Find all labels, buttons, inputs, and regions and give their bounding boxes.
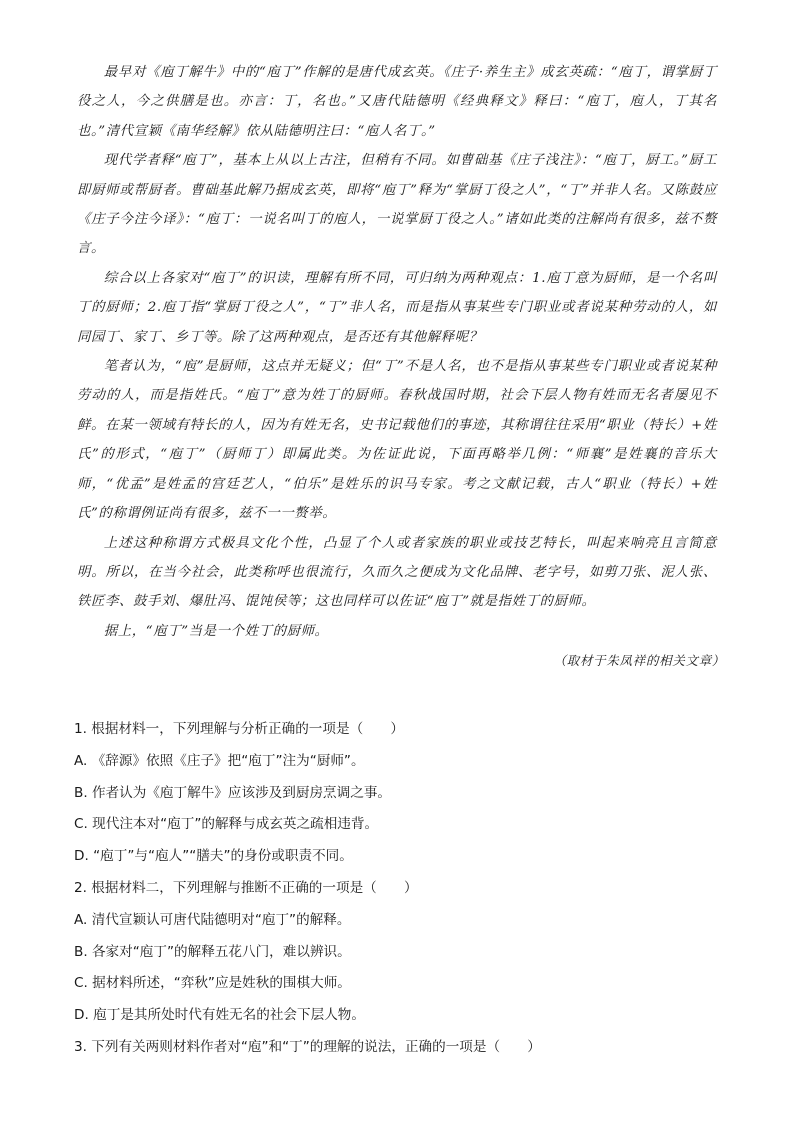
passage-paragraph-2: 现代学者释“庖丁”，基本上从以上古注，但稍有不同。如曹础基《庄子浅注》：“庖丁，厨工。”厨工即厨师或帮厨者。曹础基此解乃据成玄英，即将“庖丁”释为“掌厨丁役之人”，“丁”并非人名。又陈鼓应《庄子今注今译》：“庖丁：一说名叫丁的庖人，一说掌厨丁役之人。”诸如此类的注解尚有很多，兹不赘言。 [77, 153, 717, 257]
question-2 [74, 873, 734, 1032]
passage-paragraph-1: 最早对《庖丁解牛》中的“庖丁”作解的是唐代成玄英。《庄子·养生主》成玄英疏：“庖丁，谓掌厨丁役之人，今之供膳是也。亦言：丁，名也。”又唐代陆德明《经典释文》释曰：“庖丁，庖人，丁其名也。”清代宣颖《南华经解》依从陆德明注曰：“庖人名丁。” [77, 65, 717, 139]
question-3 [74, 1032, 734, 1064]
question-2-option-a: A. 清代宣颖认可唐代陆德明对“庖丁”的解释。 [74, 911, 351, 928]
question-2-option-d: D. 庖丁是其所处时代有姓无名的社会下层人物。 [74, 1007, 365, 1024]
passage-source: （取材于朱凤祥的相关文章） [553, 653, 725, 669]
passage-paragraph-3: 综合以上各家对“庖丁”的识读，理解有所不同，可归纳为两种观点：1.庖丁意为厨师，是一个名叫丁的厨师；2.庖丁指“掌厨丁役之人”，“丁”非人名，而是指从事某些专门职业或者说某种劳动的人，如同园丁、家丁、乡丁等。除了这两种观点，是否还有其他解释呢？ [77, 270, 717, 345]
reading-passage [77, 58, 725, 676]
question-2-option-b: B. 各家对“庖丁”的解释五花八门，难以辨识。 [74, 943, 351, 960]
question-1-option-c: C. 现代注本对“庖丁”的解释与成玄英之疏相违背。 [74, 816, 379, 833]
question-1-option-a: A. 《辞源》依照《庄子》把“庖丁”注为“厨师”。 [74, 752, 365, 769]
passage-paragraph-4: 笔者认为，“庖”是厨师，这点并无疑义；但“丁”不是人名，也不是指从事某些专门职业或者说某种劳动的人，而是指姓氏。“庖丁”意为姓丁的厨师。春秋战国时期，社会下层人物有姓而无名者屡见不鲜。在某一领域有特长的人，因为有姓无名，史书记载他们的事迹，其称谓往往采用“职业（特长）+姓氏”的形式，“庖丁”（厨师丁）即属此类。为佐证此说，下面再略举几例：“师襄”是姓襄的音乐大师，“优孟”是姓孟的宫廷艺人，“伯乐”是姓乐的识马专家。考之文献记载，古人“职业（特长）+姓氏”的称谓例证尚有很多，兹不一一赘举。 [77, 359, 717, 522]
question-1-option-b: B. 作者认为《庖丁解牛》应该涉及到厨房烹调之事。 [74, 784, 392, 801]
question-3-stem: 3. 下列有关两则材料作者对“庖”和“丁”的理解的说法，正确的一项是（ ） [74, 1038, 541, 1055]
question-1-option-d: D. “庖丁”与“庖人”“膳夫”的身份或职责不同。 [74, 848, 353, 865]
question-1-stem: 1. 根据材料一，下列理解与分析正确的一项是（ ） [74, 721, 404, 737]
question-2-option-c: C. 据材料所述，“弈秋”应是姓秋的围棋大师。 [74, 975, 351, 992]
passage-paragraph-5: 上述这种称谓方式极具文化个性，凸显了个人或者家族的职业或技艺特长，叫起来响亮且言简意明。所以，在当今社会，此类称呼也很流行，久而久之便成为文化品牌、老字号，如剪刀张、泥人张、铁匠李、鼓手刘、爆肚冯、馄饨侯等；这也同样可以佐证“庖丁”就是指姓丁的厨师。 [77, 535, 717, 610]
question-list [74, 714, 734, 1064]
question-1 [74, 714, 734, 873]
passage-paragraph-6: 据上，“庖丁”当是一个姓丁的厨师。 [103, 623, 329, 639]
question-2-stem: 2. 根据材料二，下列理解与推断不正确的一项是（ ） [74, 879, 418, 896]
